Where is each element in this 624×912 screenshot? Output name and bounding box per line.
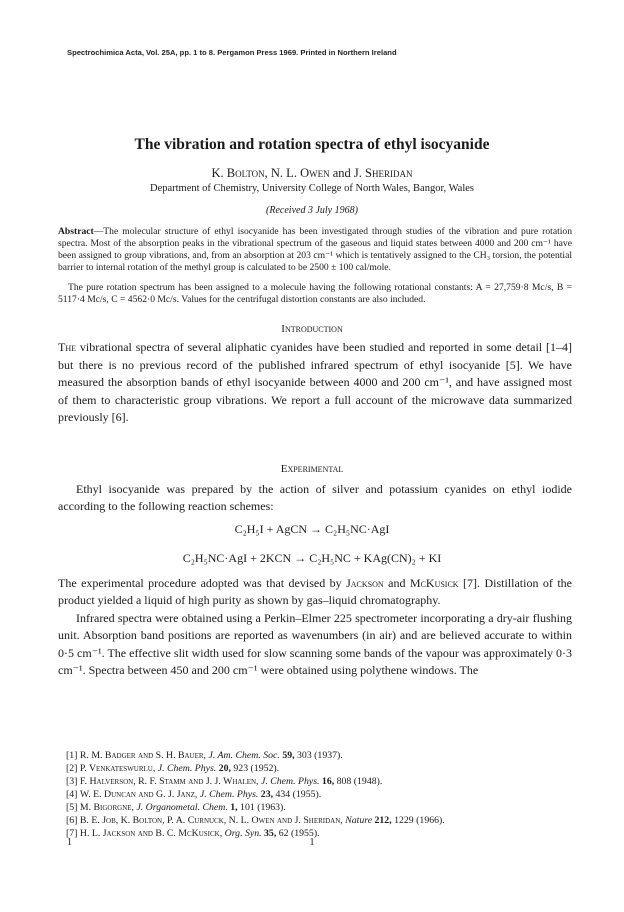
cited-author: McKusick <box>409 576 459 590</box>
reference-volume: 59, <box>282 750 295 761</box>
reference-authors: W. E. Duncan and G. J. Janz, <box>79 789 198 800</box>
introduction-text: vibrational spectra of several aliphatic cyanides have been studied and reported in some detail [1–4] but there is no previous record of the published infrared spectrum of ethyl isocyanide [5]. We have measured the absorption bands of ethyl isocyanide between 4000 and 200 cm⁻¹, and have assigned most of them to characteristic group vibrations. We report a full account of the microwave data summarized previously [6]. <box>58 340 572 425</box>
page-number-left: 1 <box>67 837 72 848</box>
reference-number: [2] <box>66 763 78 774</box>
experimental-paragraph: Ethyl isocyanide was prepared by the action of silver and potassium cyanides on ethyl iodide according to the following reaction schemes: <box>58 482 572 513</box>
reference-authors: H. L. Jackson and B. C. McKusick, <box>79 828 223 839</box>
reference-authors: M. Bigorgne, <box>79 802 134 813</box>
reference-pages: 1229 (1966). <box>394 815 445 826</box>
infrared-paragraph: Infrared spectra were obtained using a Perkin–Elmer 225 spectrometer incorporating a dry-air flushing unit. Absorption band positions are reported as wavenumbers (in air) and are believed accurate to within 0·5 cm⁻¹. The effective slit width used for slow scanning some bands of the vapour was approximately 0·3 cm⁻¹. Spectra between 450 and 200 cm⁻¹ were obtained using polythene windows. The <box>58 610 572 678</box>
section-heading-introduction: Introduction <box>281 323 343 335</box>
reference-volume: 23, <box>260 789 274 800</box>
affiliation: Department of Chemistry, University College of North Wales, Bangor, Wales <box>149 183 474 194</box>
reference-pages: 62 (1955). <box>278 828 320 839</box>
paper-title: The vibration and rotation spectra of ethyl isocyanide <box>134 136 490 153</box>
procedure-paragraph <box>58 575 572 610</box>
author-separator: , <box>264 166 271 180</box>
reference-item <box>66 762 572 775</box>
received-date: (Received 3 July 1968) <box>266 205 358 216</box>
reference-volume: 16, <box>321 776 335 787</box>
journal-citation: Spectrochimica Acta, Vol. 25A, pp. 1 to 8. Pergamon Press 1969. Printed in Northern Ireland <box>67 48 397 57</box>
reference-number: [4] <box>66 789 78 800</box>
reference-authors: R. M. Badger and S. H. Bauer, <box>79 750 207 761</box>
reference-item <box>66 788 572 801</box>
experimental-body <box>58 575 572 679</box>
author-name: J. Sheridan <box>353 166 413 180</box>
reference-volume: 35, <box>264 828 277 839</box>
abstract-paragraph <box>58 226 572 274</box>
abstract-paragraph: The pure rotation spectrum has been assigned to a molecule having the following rotational constants: A = 27,759·8 Mc/s, B = 5117·4 Mc/s, C = 4562·0 Mc/s. Values for the centrifugal distortion constants are also included. <box>58 282 572 305</box>
introduction-paragraph <box>58 339 572 427</box>
reference-journal: J. Am. Chem. Soc. <box>208 750 280 761</box>
reference-pages: 101 (1963). <box>240 802 286 813</box>
reference-volume: 212, <box>374 815 392 826</box>
page-number-center: 1 <box>309 837 315 848</box>
section-heading-experimental: Experimental <box>280 463 344 475</box>
reference-pages: 923 (1952). <box>233 763 280 774</box>
reference-number: [6] <box>66 815 78 826</box>
text-run: The experimental procedure adopted was that devised by <box>58 576 347 590</box>
reference-list <box>66 749 572 840</box>
reference-volume: 1, <box>230 802 238 813</box>
author-separator: and <box>329 166 354 180</box>
reference-item <box>66 749 572 762</box>
reference-pages: 808 (1948). <box>336 776 383 787</box>
reference-journal: J. Chem. Phys. <box>260 776 320 787</box>
reference-volume: 20, <box>218 763 231 774</box>
reference-item <box>66 814 572 827</box>
reference-authors: B. E. Job, K. Bolton, P. A. Curnuck, N. L. Owen and J. Sheridan, <box>79 815 343 826</box>
text-run: [7]. Distillation of the product yielded a liquid of high purity as shown by gas–liquid chromatography. <box>58 576 573 608</box>
reference-journal: Nature <box>345 815 373 826</box>
reference-item <box>66 775 572 788</box>
reaction-equation: C₂H₅NC·AgI + 2KCN → C₂H₅NC + KAg(CN)₂ + KI <box>182 551 442 565</box>
author-name: N. L. Owen <box>270 166 330 180</box>
abstract-text: —The molecular structure of ethyl isocyanide has been investigated through studies of the vibration and pure rotation spectra. Most of the absorption peaks in the vibrational spectrum of the gaseous and liquid states between 4000 and 200 cm⁻¹ have been assigned to group vibrations, and, from an absorption at 203 cm⁻¹ which is tentatively assigned to the CH₃ torsion, the potential barrier to internal rotation of the methyl group is calculated to be 2500 ± 100 cal/mole. <box>58 226 572 273</box>
reaction-equation: C₂H₅I + AgCN → C₂H₅NC·AgI <box>234 522 390 536</box>
lead-word: The <box>58 340 76 354</box>
reference-number: [1] <box>66 750 78 761</box>
reference-journal: J. Chem. Phys. <box>157 763 217 774</box>
reference-pages: 303 (1937). <box>297 750 343 761</box>
reference-journal: Org. Syn. <box>224 828 262 839</box>
abstract-label: Abstract <box>58 226 94 237</box>
abstract <box>58 226 572 274</box>
reference-number: [3] <box>66 776 78 787</box>
author-list <box>0 166 624 181</box>
author-name: K. Bolton <box>211 166 265 180</box>
text-run: and <box>383 576 410 590</box>
reference-pages: 434 (1955). <box>275 789 322 800</box>
cited-author: Jackson <box>346 576 384 590</box>
reference-journal: J. Chem. Phys. <box>199 789 259 800</box>
reference-item <box>66 801 572 814</box>
reference-authors: P. Venkateswurlu, <box>79 763 156 774</box>
abstract-continuation <box>58 282 572 306</box>
reference-number: [5] <box>66 802 78 813</box>
reference-authors: F. Halverson, R. F. Stamm and J. J. Whalen, <box>79 776 259 787</box>
reference-number: [7] <box>66 828 78 839</box>
reference-journal: J. Organometal. Chem. <box>136 802 228 813</box>
